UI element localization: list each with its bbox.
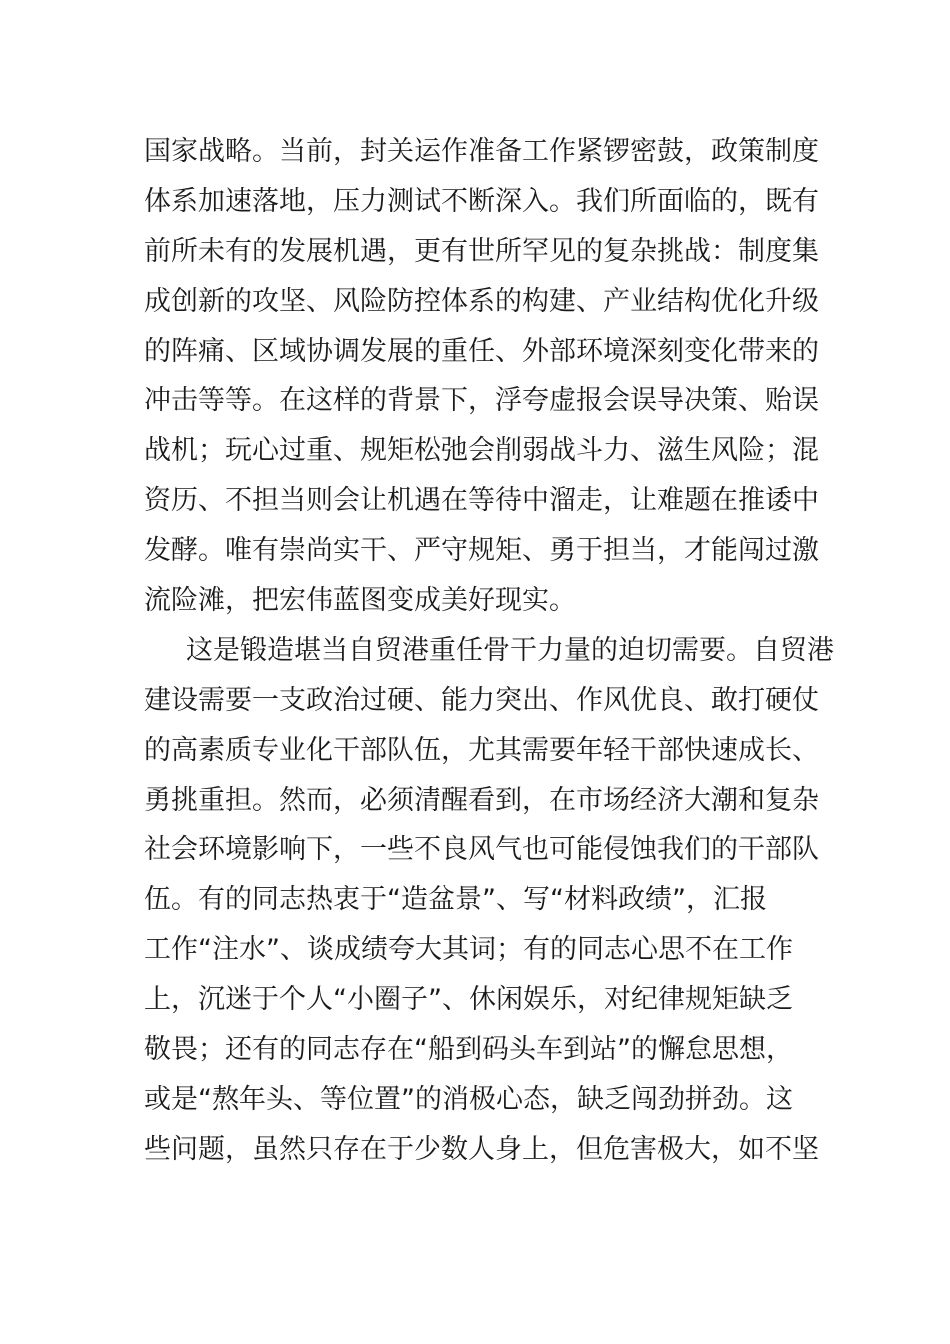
text-line: 的阵痛、区域协调发展的重任、外部环境深刻变化带来的 <box>144 335 819 367</box>
text-line: 战机；玩心过重、规矩松弛会削弱战斗力、滋生风险；混 <box>144 435 819 467</box>
text-line: 些问题，虽然只存在于少数人身上，但危害极大，如不坚 <box>144 1133 819 1165</box>
body-text <box>0 127 950 1175</box>
text-line: 前所未有的发展机遇，更有世所罕见的复杂挑战：制度集 <box>144 235 819 267</box>
text-line: 敬畏；还有的同志存在“船到码头车到站”的懈怠思想， <box>144 1034 793 1066</box>
text-line: 上，沉迷于个人“小圈子”、休闲娱乐，对纪律规矩缺乏 <box>144 984 793 1016</box>
text-line: 工作“注水”、谈成绩夸大其词；有的同志心思不在工作 <box>144 934 793 966</box>
text-line: 冲击等等。在这样的背景下，浮夸虚报会误导决策、贻误 <box>144 385 819 417</box>
text-line: 的高素质专业化干部队伍，尤其需要年轻干部快速成长、 <box>144 734 819 766</box>
text-line: 流险滩，把宏伟蓝图变成美好现实。 <box>144 585 576 617</box>
text-line: 勇挑重担。然而，必须清醒看到，在市场经济大潮和复杂 <box>144 784 819 816</box>
text-line: 发酵。唯有崇尚实干、严守规矩、勇于担当，才能闯过激 <box>144 535 819 567</box>
text-line: 社会环境影响下，一些不良风气也可能侵蚀我们的干部队 <box>144 834 819 866</box>
text-line: 伍。有的同志热衷于“造盆景”、写“材料政绩”，汇报 <box>144 884 767 916</box>
paragraph-start-line: 这是锻造堪当自贸港重任骨干力量的迫切需要。自贸港 <box>186 634 834 666</box>
text-line: 成创新的攻坚、风险防控体系的构建、产业结构优化升级 <box>144 285 819 317</box>
text-line: 建设需要一支政治过硬、能力突出、作风优良、敢打硬仗 <box>144 684 819 716</box>
text-line: 或是“熬年头、等位置”的消极心态，缺乏闯劲拼劲。这 <box>144 1083 793 1115</box>
text-line: 国家战略。当前，封关运作准备工作紧锣密鼓，政策制度 <box>144 136 819 167</box>
text-line: 资历、不担当则会让机遇在等待中溜走，让难题在推诿中 <box>144 485 819 517</box>
text-line: 体系加速落地，压力测试不断深入。我们所面临的，既有 <box>144 185 819 217</box>
